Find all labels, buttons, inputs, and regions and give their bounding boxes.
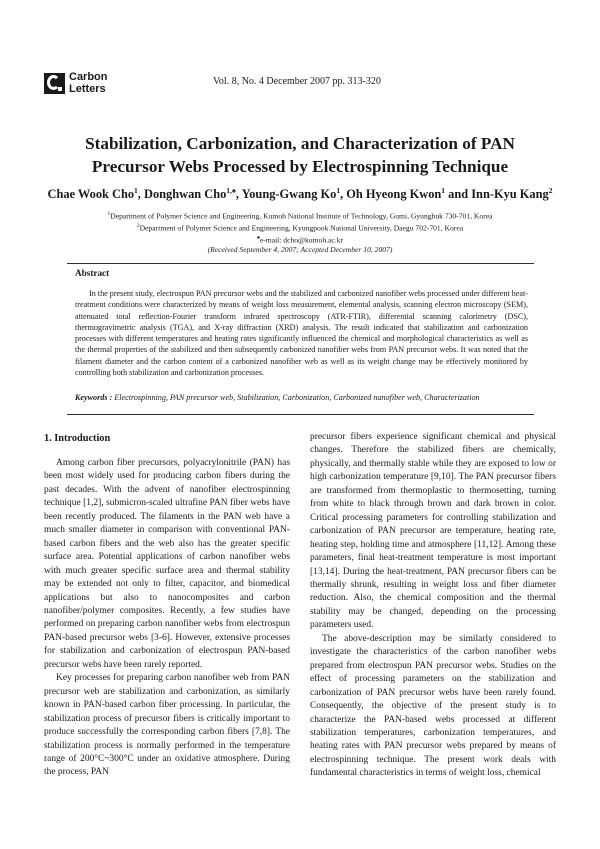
section-heading: 1. Introduction xyxy=(44,433,111,444)
left-column xyxy=(44,457,290,780)
abstract-heading: Abstract xyxy=(75,268,110,278)
email-text: e-mail: dcho@kumoh.ac.kr xyxy=(259,235,344,245)
carbon-letters-logo-icon xyxy=(44,73,65,94)
journal-logo xyxy=(44,71,108,95)
journal-name-line2: Letters xyxy=(69,83,106,95)
title-line-1: Stabilization, Carbonization, and Characterization of PAN xyxy=(85,134,515,153)
affil-sup: 1 xyxy=(107,211,111,217)
author-name: Oh Hyeong Kwon xyxy=(346,187,442,202)
volume-info: Vol. 8, No. 4 December 2007 pp. 313-320 xyxy=(213,76,381,87)
affil-text: Department of Polymer Science and Engineering, Kumoh National Institute of Technology, Gumi, Gyungbuk 730-701, Korea xyxy=(110,211,493,221)
author-name: Chae Wook Cho xyxy=(47,187,135,202)
author-affil-sup: 1 xyxy=(134,186,138,195)
affiliation-2 xyxy=(40,221,560,234)
journal-name-line1: Carbon xyxy=(69,71,108,83)
paragraph: precursor fibers experience significant chemical and physical changes. Therefore the stabilized fibers are chemically, physically, and thermally stable while they are exposed to low or high carbonization temperature [9,10]. The PAN precursor fibers are transformed from thermoplastic to thermosetting, turning from white to black through brown and dark brown in color. Critical processing parameters for controlling stabilization and carbonization of PAN precursor are temperature, heating rate, heating step, holding time and atmosphere [11,12]. Among these parameters, final heat-treatment temperature is most important [13,14]. During the heat-treatment, PAN precursor fibers can be thermally shrunk, resulting in weight loss and fiber diameter reduction. Also, the chemical composition and the thermal stability may be changed, depending on the processing parameters used. xyxy=(310,432,556,631)
author-list: Chae Wook Cho$^1$, Donghwan Cho$^{1,♠}$, Young-Gwang Ko$^1$, Oh Hyeong Kwon$^1$ and Inn-Kyu Kang$^2$ xyxy=(47,186,553,202)
keywords-list: Electrospinning, PAN precursor web, Stabilization, Carbonization, Carbonized nanofiber web, Characterization xyxy=(114,393,480,402)
author-name: Inn-Kyu Kang xyxy=(471,187,549,202)
email-sup: ♠ xyxy=(256,235,260,241)
right-column xyxy=(310,431,556,781)
author-name: Donghwan Cho xyxy=(144,187,227,202)
affil-sup: 2 xyxy=(136,223,140,229)
keywords xyxy=(75,393,530,402)
author-affil-sup: 1 xyxy=(336,186,341,195)
keywords-label: Keywords : xyxy=(75,393,113,402)
paper-title xyxy=(40,132,560,178)
author-affil-sup: 1 xyxy=(441,186,446,195)
title-line-2: Precursor Webs Processed by Electrospinning Technique xyxy=(91,157,509,176)
paragraph: Key processes for preparing carbon nanofiber web from PAN precursor web are stabilization and carbonization, as similarly known in PAN-based carbon fiber processing. In particular, the stabilization process of precursor fibers is critically important to produce successfully the corresponding carbon fibers [7,8]. The stabilization process is normally performed in the temperature range of 200°C~300°C under an oxidative atmosphere. During the process, PAN xyxy=(44,673,290,778)
author-affil-sup: 2 xyxy=(548,186,553,195)
journal-name xyxy=(69,71,108,95)
author-affil-sup: 1,♠ xyxy=(226,186,236,195)
affil-text: Department of Polymer Science and Engineering, Kyungpook National University, Daegu 702-701, Korea xyxy=(139,223,464,233)
affiliation-1 xyxy=(40,209,560,222)
paragraph: Among carbon fiber precursors, polyacrylonitrile (PAN) has been most widely used for producing carbon fibers during the past decades. With the advent of nanofiber electrospinning technique [1,2], submicron-scaled ultrafine PAN fiber webs have been recently produced. The filaments in the PAN web have a much smaller diameter in comparison with conventional PAN-based carbon fibers and the web also has the greater specific surface area. Potential applications of carbon nanofiber webs with much greater specific surface area and thermal stability may be extended not only to filter, capacitor, and biomedical applications but also to nanocomposites and carbon nanofiber/polymer composites. Recently, a few studies have performed on preparing carbon nanofiber webs from electrospun PAN-based precursor webs [3-6]. However, extensive processes for stabilization and carbonization of electrospun PAN-based precursor webs have been rarely reported. xyxy=(44,458,290,670)
author-name: Young-Gwang Ko xyxy=(241,187,337,202)
received-dates: (Received September 4, 2007; Accepted December 10, 2007) xyxy=(207,245,393,254)
paragraph: The above-description may be similarly considered to investigate the characteristics of the carbon nanofiber webs prepared from electrospun PAN precursor webs. Studies on the effect of processing parameters on the stabilization and carbonization of PAN precursor webs have been rarely found. Consequently, the objective of the present study is to characterize the PAN-based webs processed at different stabilization temperatures, carbonization temperatures, and heating rates with PAN precursor webs prepared by means of electrospinning technique. The present work deals with fundamental characteristics in terms of weight loss, chemical xyxy=(310,633,556,779)
abstract-text: In the present study, electrospun PAN precursor webs and the stabilized and carbonized nanofiber webs processed under different heat-treatment conditions were characterized by means of weight loss measurement, elemental analysis, scanning electron microscopy (SEM), attenuated total reflection-Fourier transform infrared spectroscopy (ATR-FTIR), differential scanning calorimetry (DSC), thermogravimetric analysis (TGA), and X-ray diffraction (XRD) analysis. The result indicated that stabilization and carbonization processes with different temperatures and heating rates significantly influenced the chemical and morphological characteristics as well as the thermal properties of the stabilized and then subsequently carbonized nanofiber webs from PAN precursor webs. It was noted that the filament diameter and the carbon content of a carbonized nanofiber web as well as its weight change may be effectively monitored by controlling both stabilization and carbonization processes. xyxy=(75,289,528,378)
